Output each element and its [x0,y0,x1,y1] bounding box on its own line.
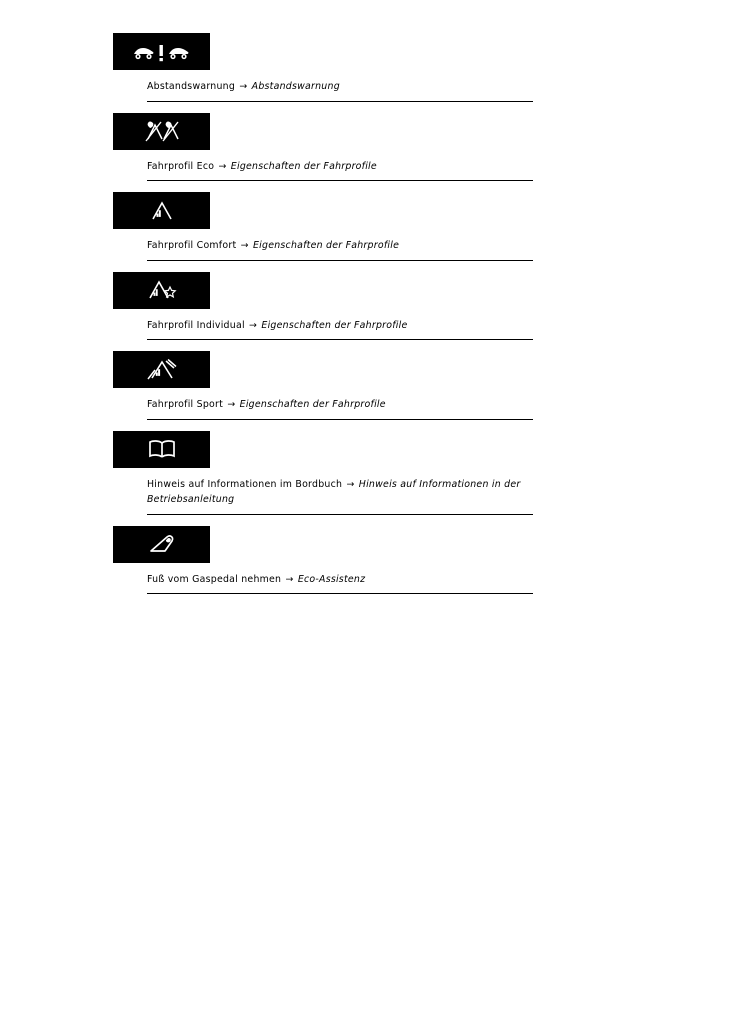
arrow-icon: → [240,240,249,251]
list-item-caption [147,79,533,102]
symbol-label: Abstandswarnung [147,81,236,92]
symbol-target: Eigenschaften der Fahrprofile [239,399,386,410]
symbol-list [113,33,543,594]
drive-profile-sport-icon [113,351,210,388]
list-item-caption [147,477,533,515]
list-item [113,113,543,182]
arrow-icon: → [285,573,294,585]
owners-manual-book-icon [113,431,210,468]
list-item-caption [147,318,533,341]
list-item [113,526,543,595]
symbol-target: Eigenschaften der Fahrprofile [252,240,400,251]
distance-warning-icon [113,33,210,70]
spacer [113,181,543,192]
symbol-target: Abstandswarnung [251,81,340,92]
arrow-icon: → [249,319,258,331]
list-item-caption [147,572,533,595]
symbol-label: Fahrprofil Individual [147,319,245,331]
drive-profile-eco-icon [113,113,210,150]
list-item-caption [147,159,533,182]
arrow-icon: → [346,478,355,490]
spacer [113,340,543,351]
symbol-target: Eigenschaften der Fahrprofile [261,319,408,331]
list-item-caption [147,238,533,261]
list-item [113,431,543,515]
list-item [113,351,543,420]
symbol-label: Fahrprofil Sport [147,399,224,410]
arrow-icon: → [239,81,248,92]
eco-lift-foot-off-accelerator-icon [113,526,210,563]
spacer [113,515,543,526]
symbol-target: Hinweis auf Informationen in der Betriebsanleitung [147,478,521,505]
symbol-target: Eco-Assistenz [297,573,366,585]
symbol-label: Hinweis auf Informationen im Bordbuch [147,478,343,490]
list-item [113,33,543,102]
list-item-caption [147,397,533,420]
symbol-target: Eigenschaften der Fahrprofile [230,160,377,172]
list-item [113,272,543,341]
arrow-icon: → [218,160,227,172]
spacer [113,420,543,431]
arrow-icon: → [227,399,236,410]
symbol-label: Fahrprofil Comfort [147,240,237,251]
symbol-label: Fahrprofil Eco [147,160,215,172]
spacer [113,261,543,272]
symbol-label: Fuß vom Gaspedal nehmen [147,573,282,585]
spacer [113,102,543,113]
drive-profile-comfort-icon [113,192,210,229]
drive-profile-individual-icon [113,272,210,309]
list-item [113,192,543,261]
